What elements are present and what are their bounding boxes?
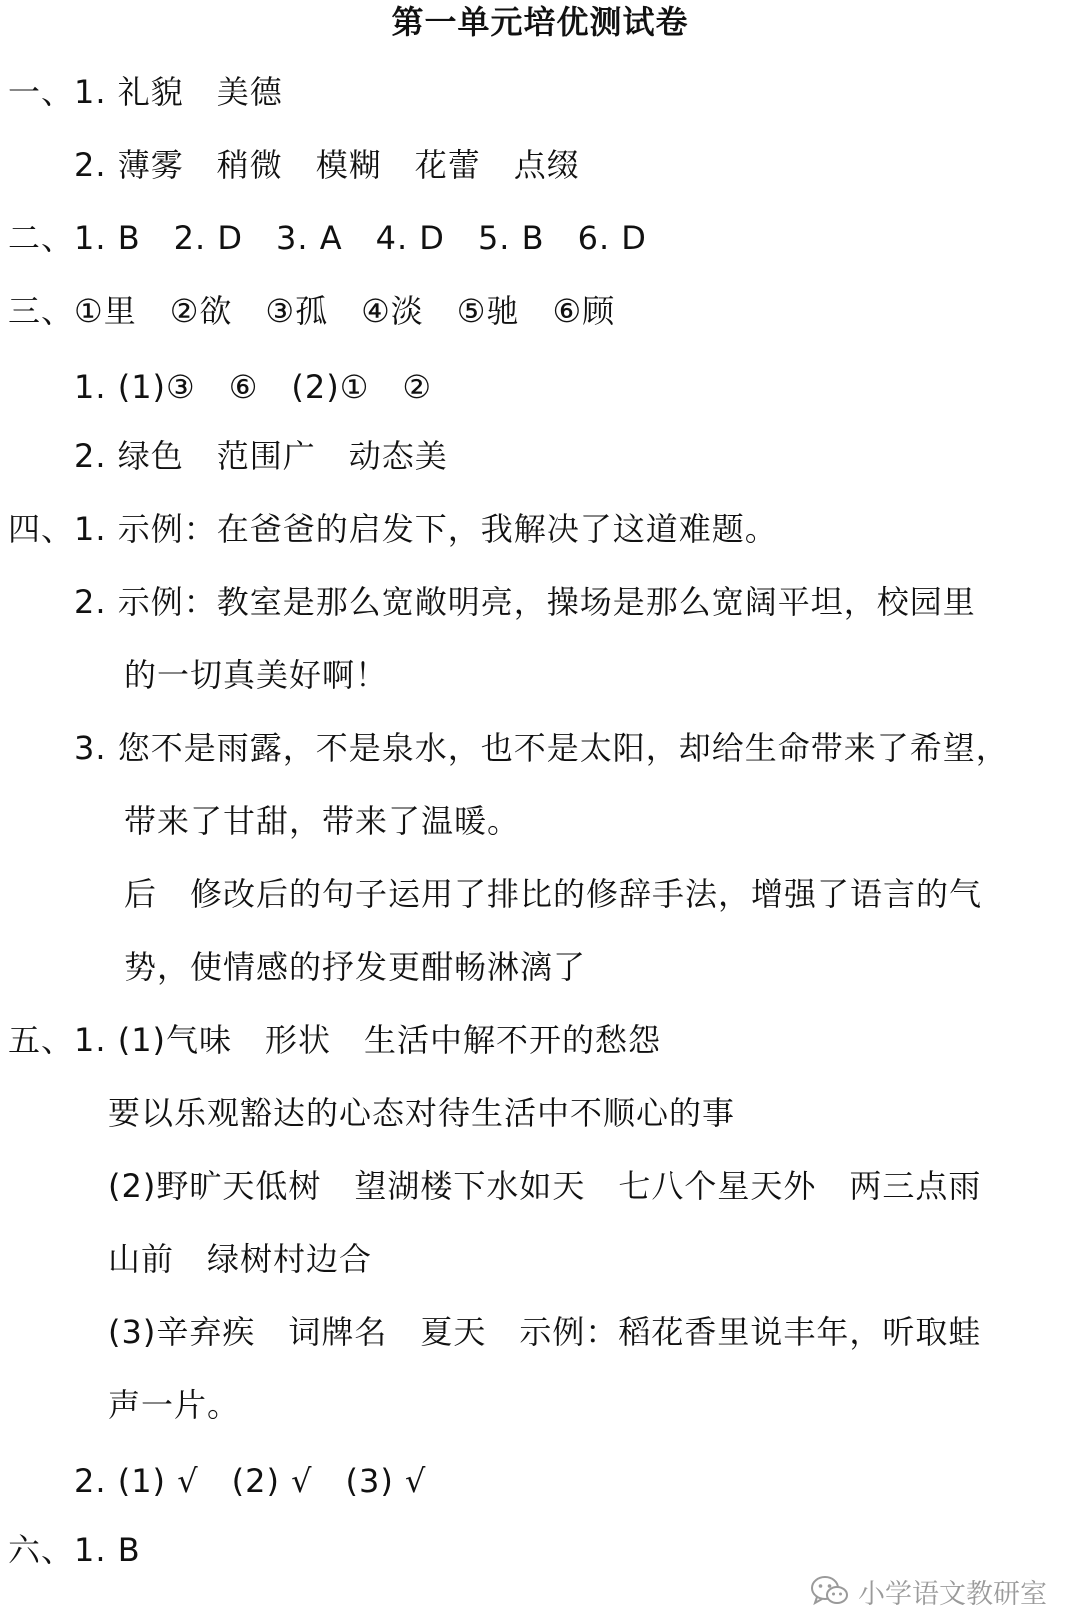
answer-line-4: 三、①里 ②欲 ③孤 ④淡 ⑤驰 ⑥顾 — [8, 292, 616, 330]
answer-line-9: 的一切真美好啊！ — [124, 656, 389, 694]
answer-line-3: 二、1. B 2. D 3. A 4. D 5. B 6. D — [8, 219, 647, 257]
answer-line-5: 1. (1)③ ⑥ (2)① ② — [74, 368, 433, 406]
document-title: 第一单元培优测试卷 — [391, 3, 689, 41]
answer-line-15: 要以乐观豁达的心态对待生活中不顺心的事 — [108, 1094, 736, 1132]
watermark — [810, 1571, 1047, 1611]
answer-line-10: 3. 您不是雨露，不是泉水，也不是太阳，却给生命带来了希望， — [74, 729, 1009, 767]
answer-line-12: 后 修改后的句子运用了排比的修辞手法，增强了语言的气 — [124, 875, 983, 913]
answer-line-20: 2. (1) √ (2) √ (3) √ — [74, 1462, 427, 1500]
answer-line-17: 山前 绿树村边合 — [108, 1240, 373, 1278]
wechat-icon — [810, 1574, 850, 1608]
answer-line-6: 2. 绿色 范围广 动态美 — [74, 437, 448, 475]
answer-line-13: 势，使情感的抒发更酣畅淋漓了 — [124, 948, 587, 986]
watermark-label: 小学语文教研室 — [858, 1578, 1047, 1610]
answer-line-14: 五、1. (1)气味 形状 生活中解不开的愁怨 — [8, 1021, 662, 1059]
answer-line-7: 四、1. 示例：在爸爸的启发下，我解决了这道难题。 — [8, 510, 778, 548]
answer-line-8: 2. 示例：教室是那么宽敞明亮，操场是那么宽阔平坦，校园里 — [74, 583, 976, 621]
answer-line-19: 声一片。 — [108, 1386, 241, 1424]
answer-line-2: 2. 薄雾 稍微 模糊 花蕾 点缀 — [74, 146, 580, 184]
answer-line-11: 带来了甘甜，带来了温暖。 — [124, 802, 521, 840]
answer-line-1: 一、1. 礼貌 美德 — [8, 73, 283, 111]
answer-line-18: (3)辛弃疾 词牌名 夏天 示例：稻花香里说丰年，听取蛙 — [108, 1313, 982, 1351]
answer-line-16: (2)野旷天低树 望湖楼下水如天 七八个星天外 两三点雨 — [108, 1167, 982, 1205]
answer-line-21: 六、1. B — [8, 1531, 141, 1569]
